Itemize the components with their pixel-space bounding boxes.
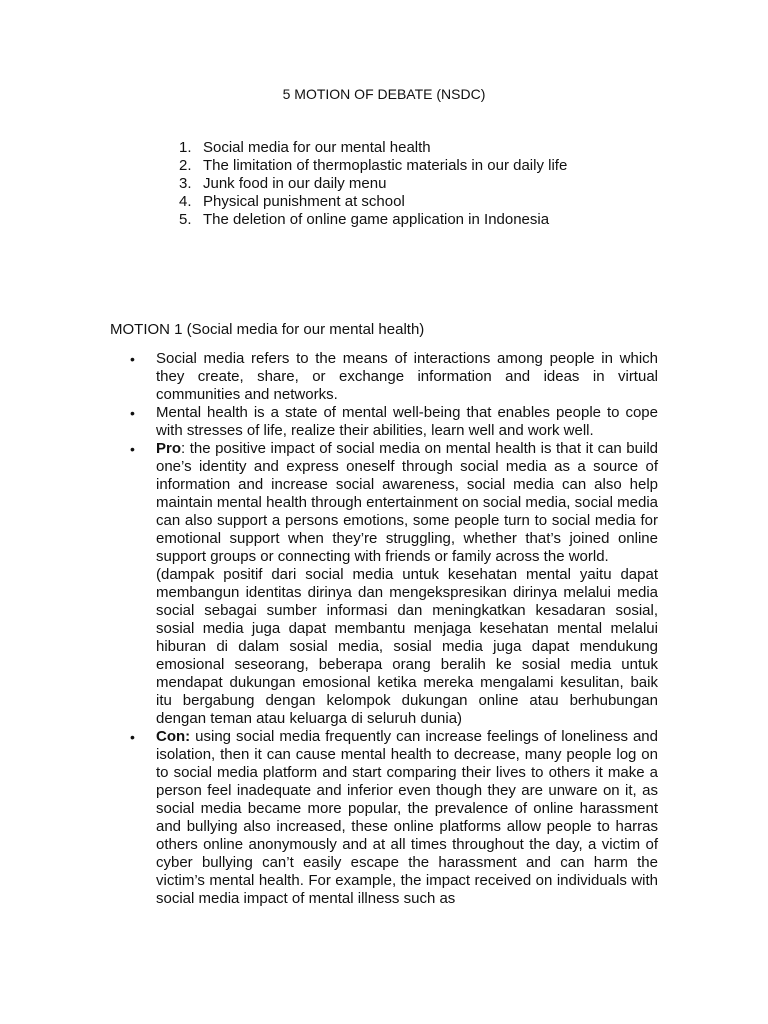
list-text: The deletion of online game application in Indonesia [203,211,550,228]
con-label: Con: [156,728,191,745]
pro-text: : the positive impact of social media on mental health is that it can build one’s identity and express oneself through social media as a source of information and increase social awareness, social media can also help maintain mental health through entertainment on social media, social media can also support a persons emotions, some people turn to social media for emotional support when they’re struggling, whether that’s joined online support groups or connecting with friends or family across the world. [156,440,658,565]
motion-list-item [179,139,567,157]
pro-label: Pro [156,440,182,457]
list-text: Social media for our mental health [203,139,431,156]
list-number: 2. [179,157,192,174]
bullet-icon: • [130,351,135,367]
list-number: 3. [179,175,192,192]
section-heading: MOTION 1 (Social media for our mental health) [110,321,425,338]
list-text: Physical punishment at school [203,193,405,210]
paragraph [156,440,658,566]
paragraph: Social media refers to the means of interactions among people in which they create, share, or exchange information and ideas in virtual communities and networks. [156,350,658,403]
bullet-text [156,440,658,728]
list-text: The limitation of thermoplastic materials in our daily life [203,157,568,174]
paragraph [156,728,658,908]
con-text: using social media frequently can increase feelings of loneliness and isolation, then it can cause mental health to decrease, many people log on to social media platform and start comparing their lives to others it make a person feel inadequate and inferior even though they are unware on it, as social media became more popular, the prevalence of online harassment and bullying also increased, these online platforms allow people to harras others online anonymously and at all times throughout the day, a victim of cyber bullying can’t easily escape the harassment and can harm the victim’s mental health. For example, the impact received on individuals with social media impact of mental illness such as [156,728,658,907]
motion-list-item [179,157,567,175]
bullet-item [130,440,658,728]
bullet-icon: • [130,729,135,745]
bullet-text [156,350,658,404]
motion-list [179,139,567,229]
motion-list-item [179,175,567,193]
bullet-list [130,350,658,908]
motion-list-item [179,211,567,229]
bullet-icon: • [130,405,135,421]
bullet-item [130,350,658,404]
list-number: 1. [179,139,192,156]
document-title: 5 MOTION OF DEBATE (NSDC) [282,86,486,102]
bullet-text [156,404,658,440]
list-text: Junk food in our daily menu [203,175,387,192]
list-number: 5. [179,211,192,228]
list-number: 4. [179,193,192,210]
bullet-text [156,728,658,908]
bullet-item [130,404,658,440]
translation-paragraph: (dampak positif dari social media untuk kesehatan mental yaitu dapat membangun identitas dirinya dan mengekspresikan dirinya melalui media social sebagai sumber informasi dan meningkatkan kesadaran sosial, sosial media juga dapat membantu menjaga kesehatan mental melalui hiburan di dalam sosial media, sosial media juga dapat mendukung emosional seseorang, beberapa orang beralih ke sosial media untuk mendapat dukungan emosional ketika mereka mengalami kesulitan, baik itu bergabung dengan kelompok dukungan online atau berhubungan dengan teman atau keluarga di seluruh dunia) [156,566,658,727]
paragraph: Mental health is a state of mental well-being that enables people to cope with stresses of life, realize their abilities, learn well and work well. [156,404,658,439]
bullet-icon: • [130,441,135,457]
bullet-item [130,728,658,908]
motion-list-item [179,193,567,211]
